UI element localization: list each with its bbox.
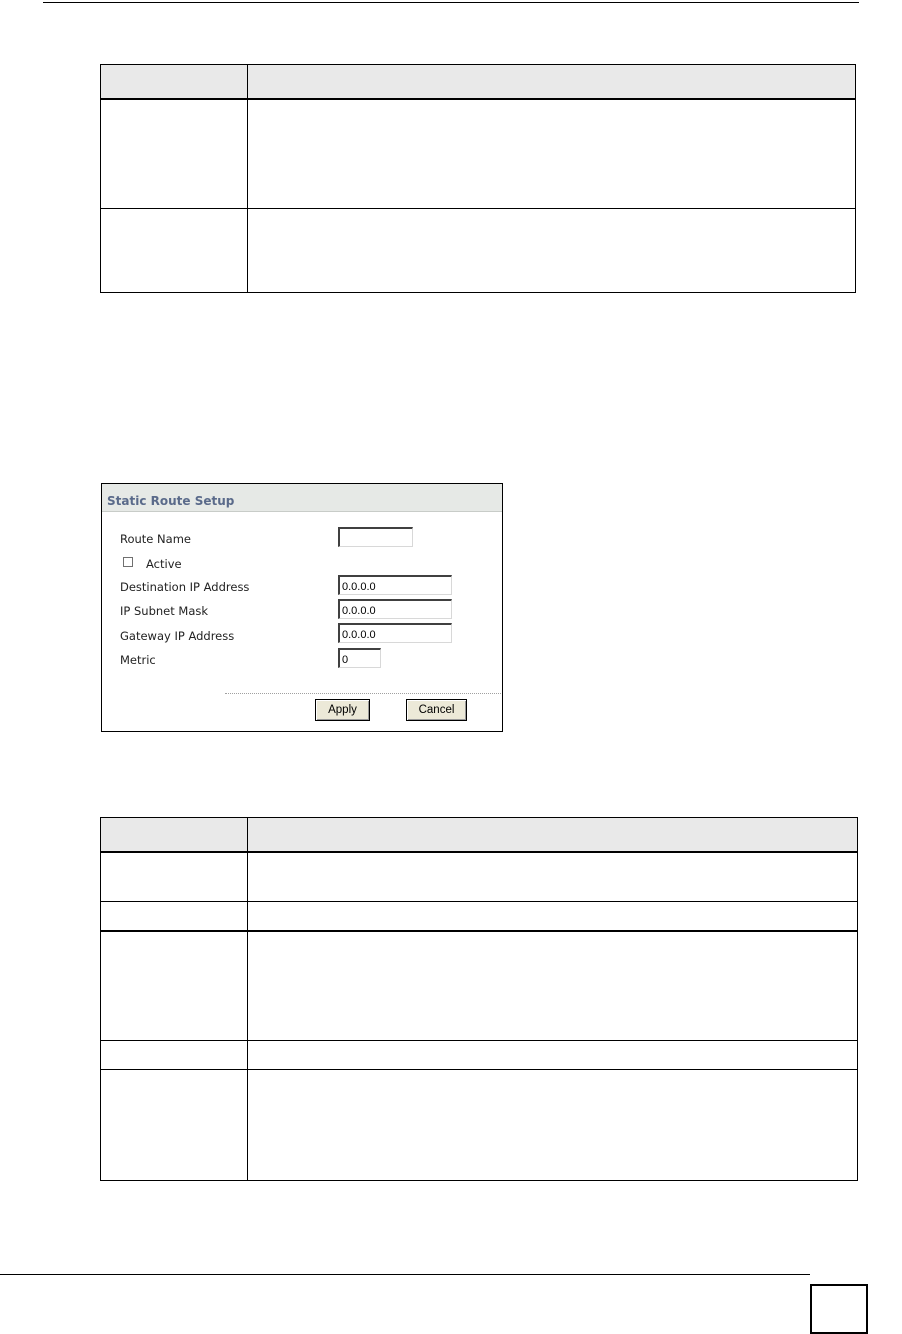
gateway-ip-input[interactable] <box>338 623 452 643</box>
table-row <box>101 1070 858 1181</box>
static-route-setup-panel <box>101 483 503 732</box>
table-cell-description <box>248 1070 858 1181</box>
active-label: Active <box>146 557 182 571</box>
bottom-description-table <box>100 817 858 1181</box>
table-cell-description <box>248 852 858 902</box>
table-header-row <box>101 65 856 99</box>
metric-input[interactable] <box>338 648 381 668</box>
table-row <box>101 99 856 209</box>
table-row <box>101 209 856 293</box>
table-header-label <box>101 65 248 99</box>
table-row <box>101 852 858 902</box>
route-name-input[interactable] <box>338 527 413 547</box>
table-cell-description <box>248 902 858 931</box>
table-header-description <box>248 818 858 852</box>
table-header-label <box>101 818 248 852</box>
table-row <box>101 902 858 931</box>
table-header-row <box>101 818 858 852</box>
button-separator <box>225 693 501 694</box>
table-cell-label <box>101 931 248 1041</box>
table-cell-description <box>248 1041 858 1070</box>
cancel-button[interactable]: Cancel <box>406 699 467 721</box>
subnet-mask-label: IP Subnet Mask <box>120 604 209 618</box>
top-description-table <box>100 64 856 293</box>
table-row <box>101 1041 858 1070</box>
table-cell-label <box>101 852 248 902</box>
subnet-mask-input[interactable] <box>338 599 452 619</box>
metric-label: Metric <box>120 653 156 667</box>
table-cell-label <box>101 209 248 293</box>
table-cell-description <box>248 209 856 293</box>
active-checkbox[interactable] <box>123 557 133 567</box>
destination-ip-label: Destination IP Address <box>120 580 250 594</box>
panel-title: Static Route Setup <box>102 484 502 512</box>
table-header-description <box>248 65 856 99</box>
destination-ip-input[interactable] <box>338 575 452 595</box>
footer-rule <box>0 1274 810 1275</box>
table-cell-label <box>101 99 248 209</box>
header-rule <box>43 2 859 3</box>
route-name-label: Route Name <box>120 532 191 546</box>
gateway-ip-label: Gateway IP Address <box>120 629 235 643</box>
apply-button[interactable]: Apply <box>315 699 370 721</box>
table-cell-label <box>101 1070 248 1181</box>
table-row <box>101 931 858 1041</box>
table-cell-description <box>248 99 856 209</box>
table-cell-label <box>101 1041 248 1070</box>
table-cell-label <box>101 902 248 931</box>
table-cell-description <box>248 931 858 1041</box>
page-number-box <box>810 1284 868 1334</box>
